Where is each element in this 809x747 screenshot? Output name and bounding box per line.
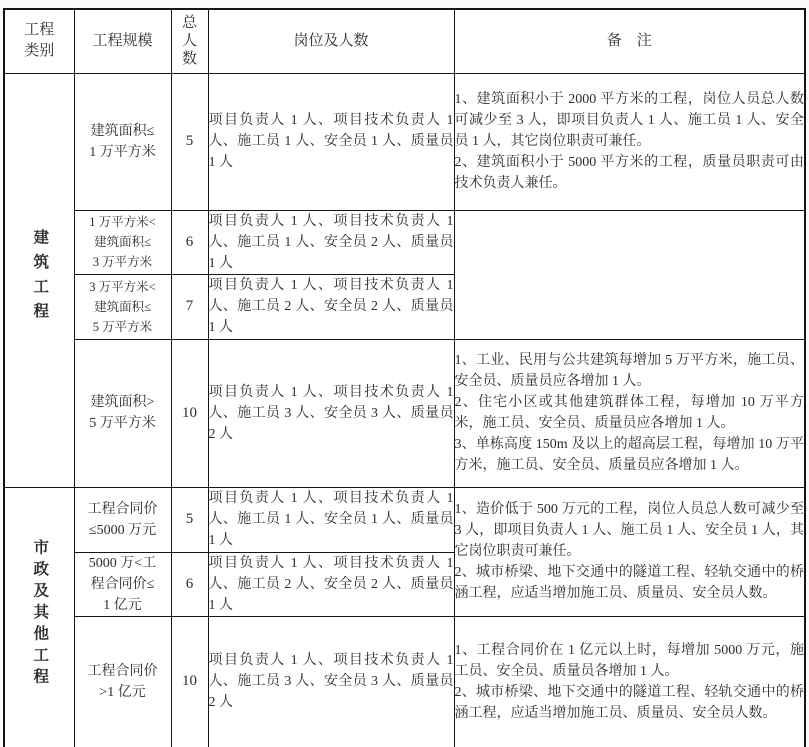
scale-line: 5 万平方米 <box>92 319 153 334</box>
total-cell: 5 <box>171 73 208 210</box>
col-header-positions: 岗位及人数 <box>208 9 454 73</box>
scale-line: 建筑面积> <box>90 395 155 410</box>
category-label: 市政及其他工程 <box>31 539 49 690</box>
remark-cell <box>454 339 805 487</box>
category-cell-municipal <box>4 487 74 747</box>
table-row <box>4 210 805 274</box>
scale-line: 1 万平方米 <box>89 144 156 160</box>
scale-line: >1 亿元 <box>99 684 146 700</box>
scale-cell <box>74 339 171 487</box>
category-label: 建筑工程 <box>31 228 49 327</box>
col-header-total-line: 总 <box>181 15 197 32</box>
staffing-requirements-table <box>3 8 806 747</box>
scale-cell <box>74 487 171 552</box>
col-header-category-line: 类别 <box>24 43 55 60</box>
total-cell: 6 <box>171 210 208 274</box>
scale-cell <box>74 274 171 339</box>
col-header-scale: 工程规模 <box>74 9 171 73</box>
table-row <box>4 487 805 552</box>
scale-line: ≤5000 万元 <box>88 522 157 538</box>
col-header-total <box>171 9 208 73</box>
header-row <box>4 9 805 73</box>
scale-cell <box>74 73 171 210</box>
remark-cell <box>454 73 805 210</box>
total-cell: 10 <box>171 616 208 747</box>
positions-cell: 项目负责人 1 人、项目技术负责人 1 人、施工员 1 人、安全员 1 人、质量员 1 人 <box>208 73 454 210</box>
scale-cell <box>74 552 171 616</box>
category-cell-building <box>4 73 74 487</box>
total-cell: 6 <box>171 552 208 616</box>
col-header-remark: 备 注 <box>454 9 805 73</box>
col-header-category <box>4 9 74 73</box>
scale-line: 程合同价≤ <box>90 576 155 592</box>
scale-line: 建筑面积≤ <box>94 235 151 249</box>
remark-item: 1、工业、民用与公共建筑每增加 5 万平方米，施工员、安全员、质量员应各增加 1 人。 <box>454 353 804 389</box>
scale-line: 1 亿元 <box>103 597 142 613</box>
remark-cell <box>454 487 805 616</box>
scale-cell <box>74 210 171 274</box>
remark-item: 1、工程合同价在 1 亿元以上时，每增加 5000 万元，施工员、安全员、质量员各增加 1 人。 <box>454 642 804 679</box>
table-row <box>4 73 805 210</box>
remark-item: 2、建筑面积小于 5000 平方米的工程，质量员职责可由技术负责人兼任。 <box>454 155 804 191</box>
scale-line: 5000 万<工 <box>88 555 157 571</box>
remark-item: 1、造价低于 500 万元的工程，岗位人员总人数可减少至 3 人，即项目负责人 1 人、施工员 1 人、安全员 1 人，其它岗位职责可兼任。 <box>454 502 804 559</box>
scale-line: 3 万平方米< <box>89 279 156 294</box>
scale-line: 工程合同价 <box>87 663 158 679</box>
positions-cell: 项目负责人 1 人、项目技术负责人 1 人、施工员 3 人、安全员 3 人、质量员 2 人 <box>208 616 454 747</box>
scale-line: 工程合同价 <box>87 501 158 517</box>
table-row <box>4 339 805 487</box>
col-header-total-line: 数 <box>181 51 197 68</box>
scale-line: 1 万平方米< <box>89 215 156 229</box>
scale-line: 建筑面积≤ <box>90 123 155 139</box>
remark-item: 2、城市桥梁、地下交通中的隧道工程、轻轨交通中的桥涵工程，应适当增加施工员、质量员、安全员人数。 <box>454 565 804 601</box>
positions-cell: 项目负责人 1 人、项目技术负责人 1 人、施工员 1 人、安全员 2 人、质量员 1 人 <box>208 210 454 274</box>
scale-cell <box>74 616 171 747</box>
positions-cell: 项目负责人 1 人、项目技术负责人 1 人、施工员 2 人、安全员 2 人、质量员 1 人 <box>208 552 454 616</box>
positions-cell: 项目负责人 1 人、项目技术负责人 1 人、施工员 3 人、安全员 3 人、质量员 2 人 <box>208 339 454 487</box>
total-cell: 5 <box>171 487 208 552</box>
col-header-total-line: 人 <box>181 33 197 50</box>
total-cell: 7 <box>171 274 208 339</box>
remark-cell <box>454 616 805 747</box>
remark-item: 2、城市桥梁、地下交通中的隧道工程、轻轨交通中的桥涵工程，应适当增加施工员、质量员、安全员人数。 <box>454 684 804 721</box>
remark-item: 3、单栋高度 150m 及以上的超高层工程，每增加 10 万平方米，施工员、安全员、质量员应各增加 1 人。 <box>454 437 804 473</box>
scale-line: 3 万平方米 <box>92 255 153 269</box>
table-row <box>4 616 805 747</box>
remark-item: 1、建筑面积小于 2000 平方米的工程，岗位人员总人数可减少至 3 人，即项目负责人 1 人、施工员 1 人、安全员 1 人，其它岗位职责可兼任。 <box>454 92 804 149</box>
positions-cell: 项目负责人 1 人、项目技术负责人 1 人、施工员 2 人、安全员 2 人、质量员 1 人 <box>208 274 454 339</box>
scale-line: 5 万平方米 <box>89 416 156 431</box>
scale-line: 建筑面积≤ <box>94 299 151 314</box>
positions-cell: 项目负责人 1 人、项目技术负责人 1 人、施工员 1 人、安全员 1 人、质量员 1 人 <box>208 487 454 552</box>
total-cell: 10 <box>171 339 208 487</box>
remark-cell-empty <box>454 210 805 339</box>
remark-item: 2、住宅小区或其他建筑群体工程，每增加 10 万平方米，施工员、安全员、质量员应各增加 1 人。 <box>454 395 804 431</box>
col-header-category-line: 工程 <box>24 22 55 39</box>
